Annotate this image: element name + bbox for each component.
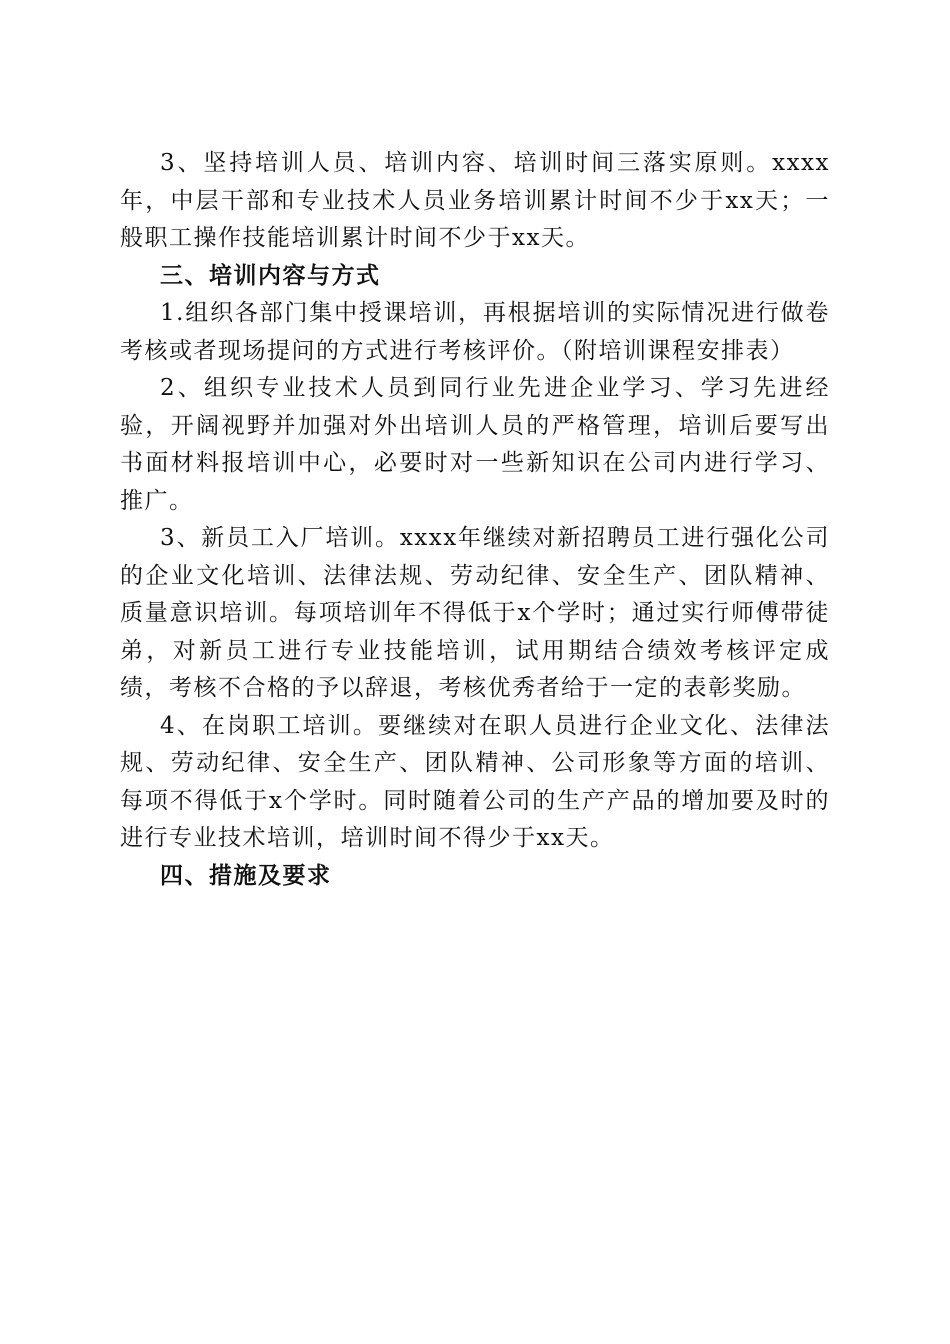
paragraph-onjob-training: 4、在岗职工培训。要继续对在职人员进行企业文化、法律法规、劳动纪律、安全生产、团队精神、公司形象等方面的培训、每项不得低于x个学时。同时随着公司的生产产品的增加要及时的进行专业技术培训，培训时间不得少于xx天。 — [120, 712, 830, 851]
document-page — [120, 145, 830, 895]
paragraph-new-employee-training: 3、新员工入厂培训。xxxx年继续对新招聘员工进行强化公司的企业文化培训、法律法规、劳动纪律、安全生产、团队精神、质量意识培训。每项培训年不得低于x个学时；通过实行师傅带徒弟，对新员工进行专业技能培训，试用期结合绩效考核评定成绩，考核不合格的予以辞退，考核优秀者给于一定的表彰奖励。 — [120, 525, 830, 701]
paragraph-training-principle: 3、坚持培训人员、培训内容、培训时间三落实原则。xxxx年，中层干部和专业技术人员业务培训累计时间不少于xx天；一般职工操作技能培训累计时间不少于xx天。 — [120, 150, 830, 251]
section-heading-training-content: 三、培训内容与方式 — [160, 262, 381, 289]
paragraph-external-study: 2、组织专业技术人员到同行业先进企业学习、学习先进经验，开阔视野并加强对外出培训人员的严格管理，培训后要写出书面材料报培训中心，必要时对一些新知识在公司内进行学习、推广。 — [120, 375, 830, 514]
paragraph-centralized-training: 1.组织各部门集中授课培训，再根据培训的实际情况进行做卷考核或者现场提问的方式进行考核评价。（附培训课程安排表） — [120, 300, 830, 364]
section-heading-measures: 四、措施及要求 — [160, 862, 332, 889]
